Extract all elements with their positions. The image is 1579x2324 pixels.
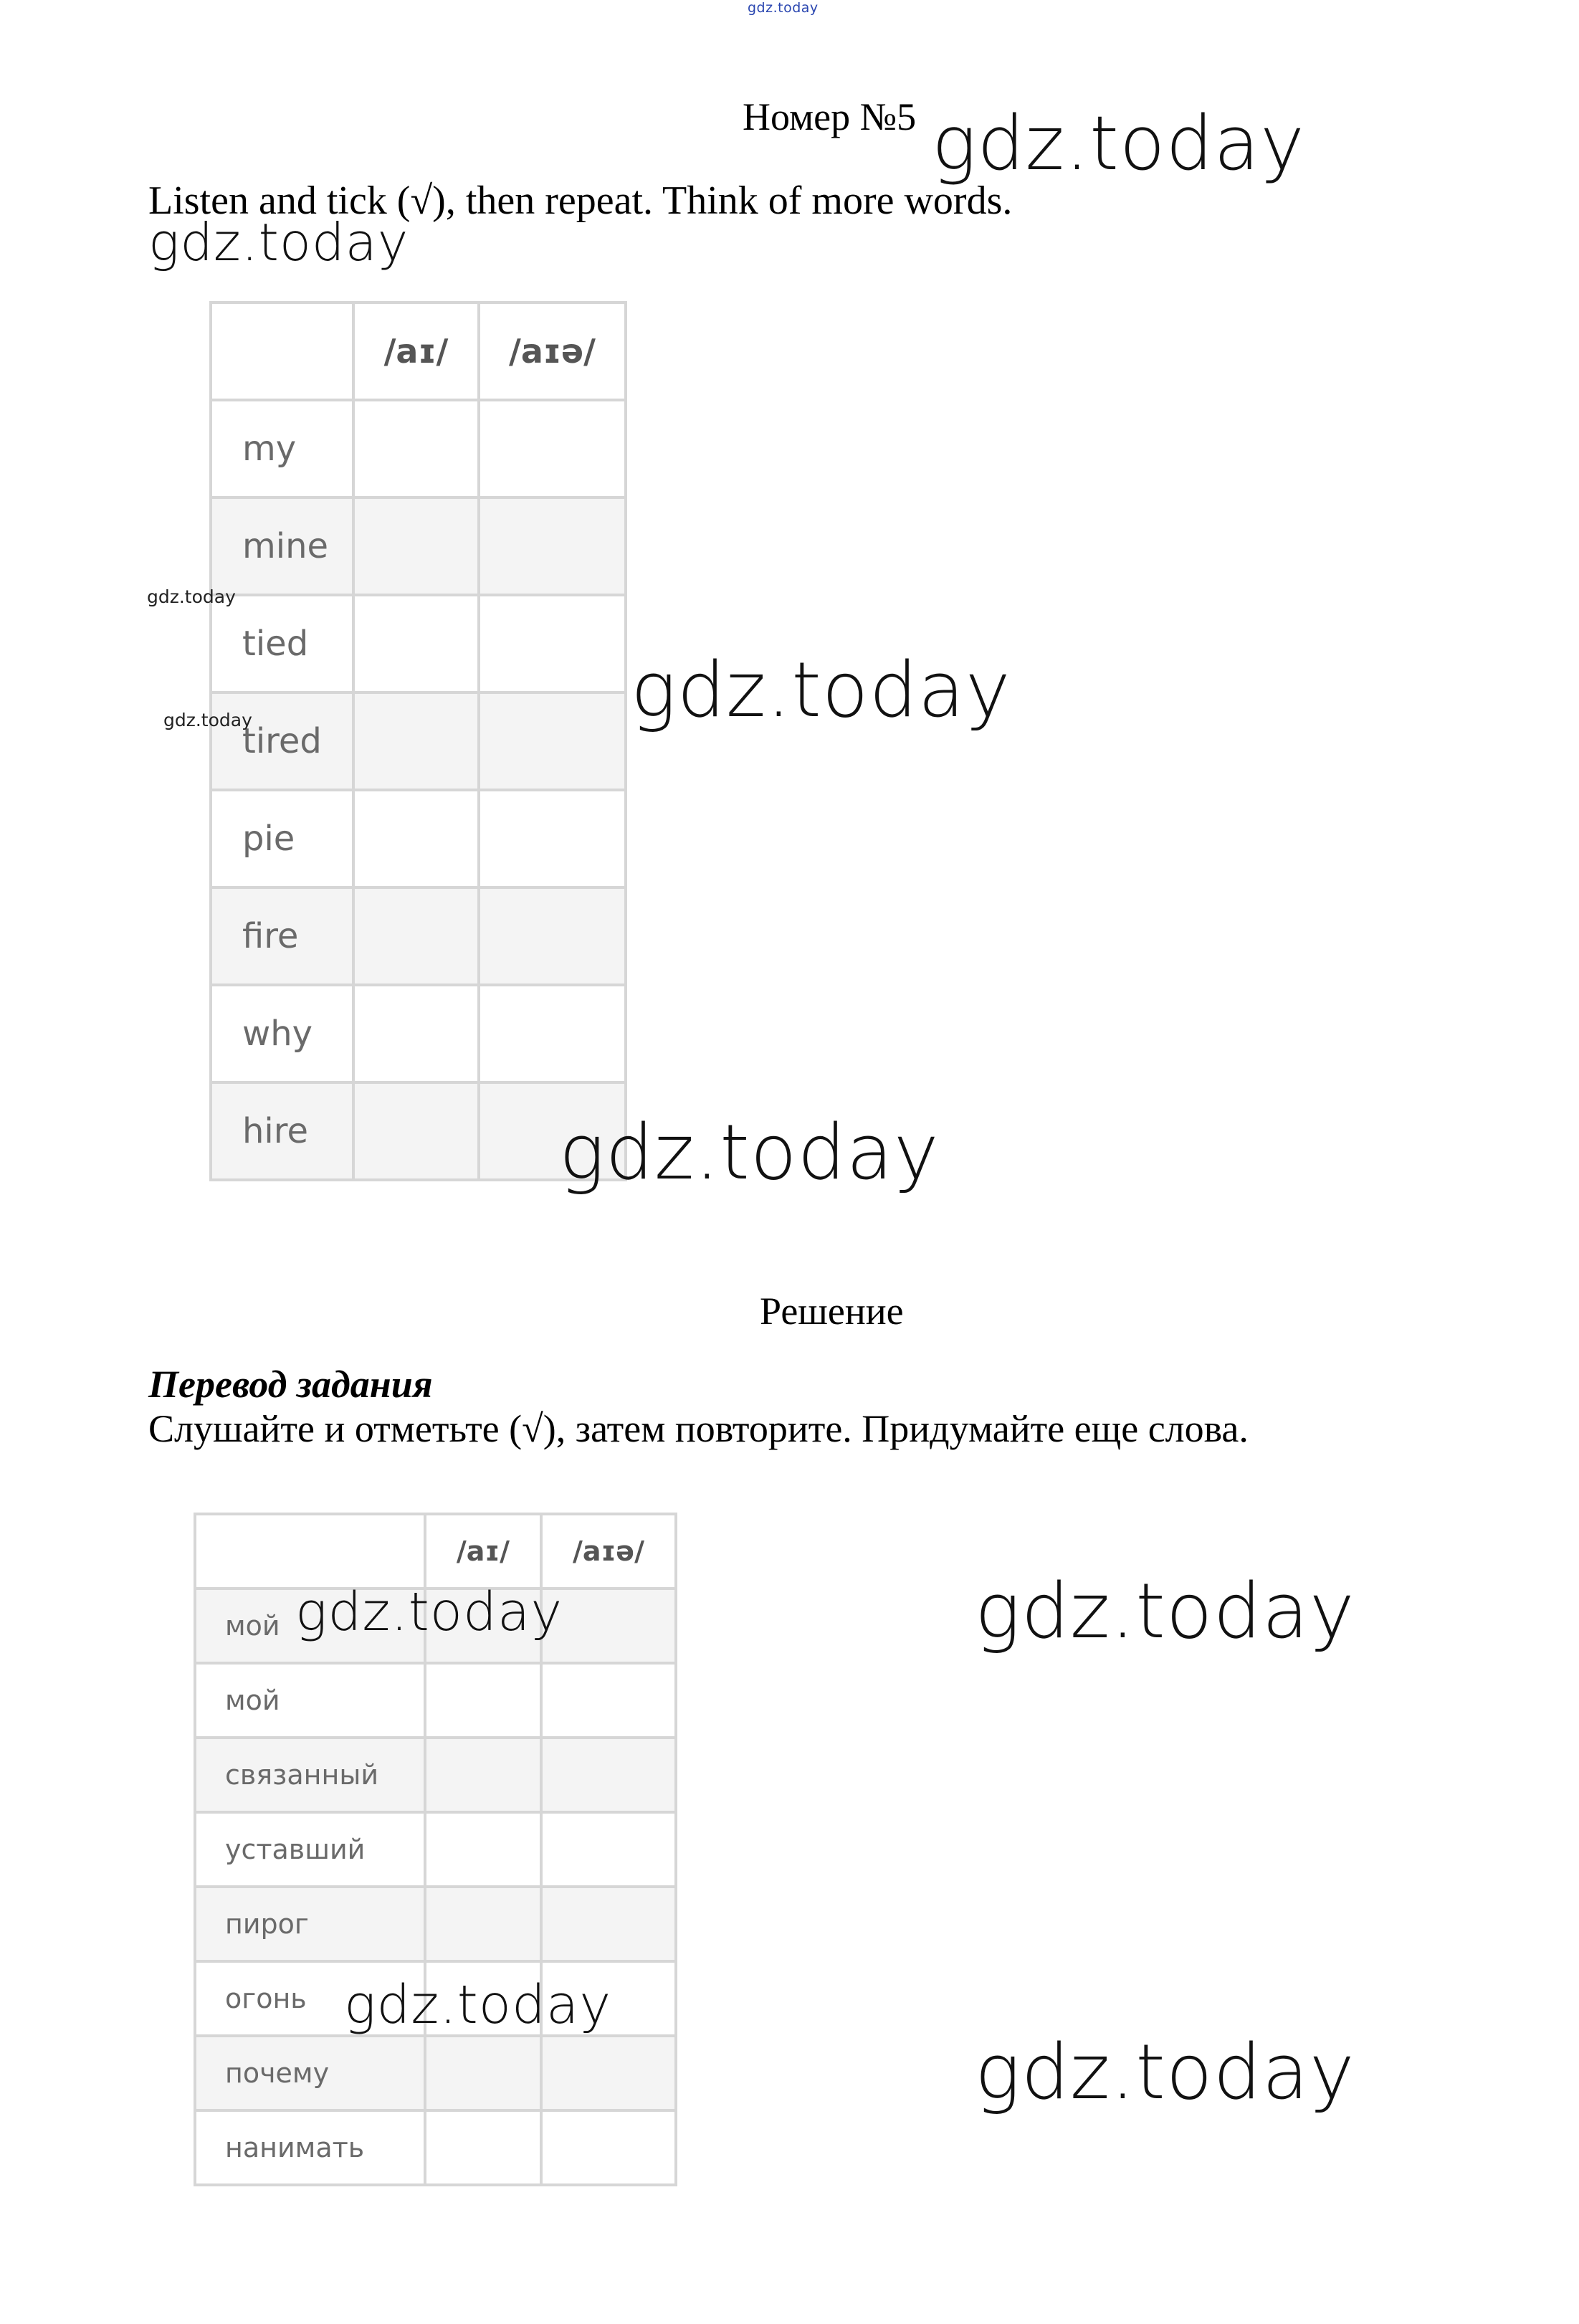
solution-heading: Решение [760,1290,904,1333]
watermark-medium-1: gdz.today [148,212,409,272]
table-row [211,887,626,985]
tick-cell-aie[interactable] [541,1738,676,1812]
word-cell: почему [195,2036,425,2110]
watermark-large-5: gdz.today [975,2028,1355,2116]
header-cell-aie: /aɪə/ [541,1514,676,1589]
tick-cell-ai[interactable] [353,985,479,1082]
table-row [211,400,626,497]
header-cell-empty [211,303,353,400]
watermark-medium-3: gdz.today [344,1974,612,2036]
table-row [211,497,626,595]
tick-cell-ai[interactable] [425,1738,541,1812]
tick-cell-ai[interactable] [353,790,479,887]
tick-cell-aie[interactable] [479,400,626,497]
table-header-row [211,303,626,400]
table-row [211,985,626,1082]
watermark-small-1: gdz.today [147,586,236,607]
tick-cell-aie[interactable] [479,595,626,692]
watermark-large-1: gdz.today [932,100,1305,187]
table-row [211,595,626,692]
table-header-row [195,1514,676,1589]
tick-cell-aie[interactable] [479,985,626,1082]
watermark-medium-2: gdz.today [295,1581,563,1643]
table-row [195,1663,676,1738]
table-row [211,790,626,887]
tick-cell-aie[interactable] [541,1663,676,1738]
word-cell: tired [211,692,353,790]
tick-cell-ai[interactable] [353,887,479,985]
tick-cell-ai[interactable] [353,692,479,790]
tick-cell-ai[interactable] [425,2036,541,2110]
translation-title: Перевод задания [148,1363,433,1406]
tick-cell-ai[interactable] [353,400,479,497]
tick-cell-aie[interactable] [541,1887,676,1961]
header-cell-ai: /aɪ/ [353,303,479,400]
word-cell: связанный [195,1738,425,1812]
tick-cell-aie[interactable] [479,692,626,790]
exercise-number: Номер №5 [743,95,917,138]
word-cell: мой [195,1663,425,1738]
tick-cell-ai[interactable] [425,2110,541,2185]
word-cell: уставший [195,1812,425,1887]
word-cell: mine [211,497,353,595]
tick-cell-aie[interactable] [541,2110,676,2185]
word-cell: tied [211,595,353,692]
tick-cell-aie[interactable] [541,1812,676,1887]
tick-cell-aie[interactable] [541,2036,676,2110]
header-cell-ai: /aɪ/ [425,1514,541,1589]
watermark-small-2: gdz.today [163,710,252,730]
word-cell: pie [211,790,353,887]
word-cell: огонь [195,1961,425,2036]
table-row [195,2036,676,2110]
table-row [195,1887,676,1961]
table-row [195,1812,676,1887]
task-instruction: Listen and tick (√), then repeat. Think of more words. [148,178,1013,223]
tick-cell-ai[interactable] [425,1663,541,1738]
translation-text: Слушайте и отметьте (√), затем повторите. Придумайте еще слова. [148,1407,1249,1450]
tick-cell-ai[interactable] [353,1082,479,1180]
tick-cell-ai[interactable] [425,1812,541,1887]
tick-cell-aie[interactable] [479,497,626,595]
table-row [211,692,626,790]
word-cell: нанимать [195,2110,425,2185]
watermark-large-3: gdz.today [559,1108,940,1196]
tick-cell-aie[interactable] [479,887,626,985]
tick-cell-ai[interactable] [353,595,479,692]
word-cell: fire [211,887,353,985]
table-row [195,1738,676,1812]
watermark-large-2: gdz.today [631,646,1011,734]
header-cell-empty [195,1514,425,1589]
watermark-large-4: gdz.today [975,1567,1355,1655]
word-cell: пирог [195,1887,425,1961]
tick-cell-ai[interactable] [425,1887,541,1961]
word-cell: why [211,985,353,1082]
table-row [195,2110,676,2185]
header-cell-aie: /aɪə/ [479,303,626,400]
word-cell: мой [195,1589,425,1663]
word-cell: my [211,400,353,497]
word-cell: hire [211,1082,353,1180]
watermark-top: gdz.today [748,0,819,16]
phonics-table [209,301,627,1181]
tick-cell-aie[interactable] [479,790,626,887]
tick-cell-ai[interactable] [353,497,479,595]
